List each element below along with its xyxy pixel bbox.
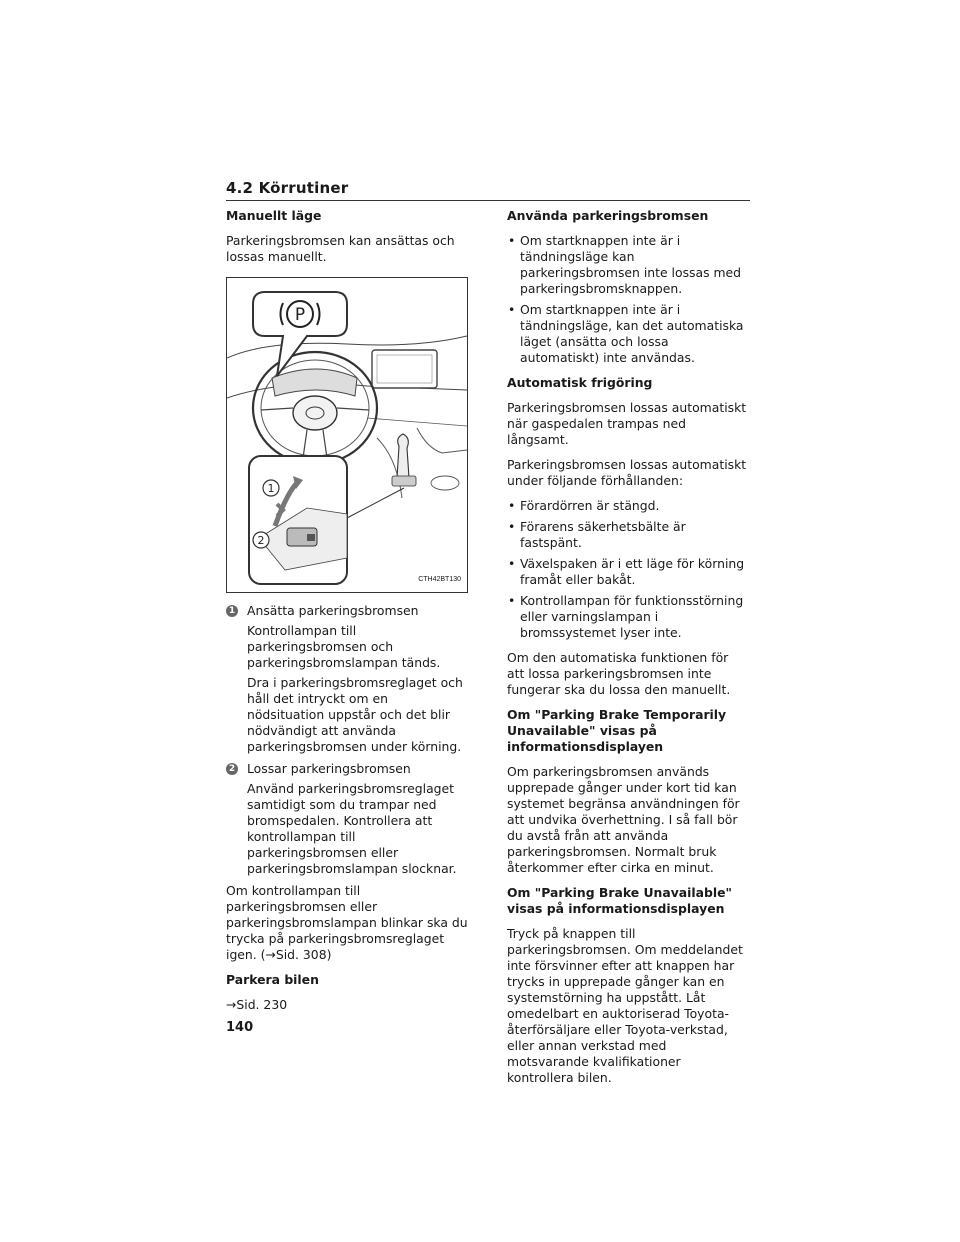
- manual-release-para: Om den automatiska funktionen för att lossa parkeringsbromsen inte fungerar ska du lossa den manuellt.: [507, 650, 731, 697]
- park-reference-link[interactable]: →Sid. 230: [226, 997, 288, 1012]
- step-1-text-a: Kontrollampan till parkeringsbromsen och parkeringsbromslampan tänds.: [247, 623, 441, 670]
- use-brake-list: [507, 233, 749, 366]
- right-column: [507, 208, 749, 1095]
- heading-manual-mode: Manuellt läge: [226, 208, 322, 223]
- list-item: • Växelspaken är i ett läge för körning framåt eller bakåt.: [507, 556, 749, 588]
- list-item: • Förarens säkerhetsbälte är fastspänt.: [507, 519, 749, 551]
- step-2-title: Lossar parkeringsbromsen: [247, 761, 411, 776]
- figure-code: CTH42BT130: [418, 576, 461, 583]
- heading-unavailable: Om "Parking Brake Unavailable" visas på informationsdisplayen: [507, 885, 732, 916]
- page-number: 140: [226, 1020, 254, 1035]
- auto-release-para-2: Parkeringsbromsen lossas automatiskt under följande förhållanden:: [507, 457, 747, 488]
- auto-release-para-1: Parkeringsbromsen lossas automatiskt när gaspedalen trampas ned långsamt.: [507, 400, 747, 447]
- temporarily-unavailable-para: Om parkeringsbromsen används upprepade gånger under kort tid kan systemet begränsa användningen för att undvika överhettning. I så fall bör du avstå från att använda parkeringsbromsen. Normalt bruk återkommer efter cirka en minut.: [507, 764, 740, 875]
- heading-use-brake: Använda parkeringsbromsen: [507, 208, 709, 223]
- left-column: [226, 208, 468, 1022]
- callout-1: 1: [267, 482, 275, 495]
- unavailable-para: Tryck på knappen till parkeringsbromsen. Om meddelandet inte försvinner efter att knappen har trycks in upprepade gånger kan en systemstörning ha uppstått. Låt omedelbart en auktoriserad Toyota-återförsäljare eller Toyota-verkstad, eller annan verkstad med motsvarande kvalifikationer kontrollera bilen.: [507, 926, 743, 1085]
- parking-brake-illustration: [226, 277, 468, 593]
- list-item: • Förardörren är stängd.: [507, 498, 749, 514]
- callout-2: 2: [257, 534, 265, 547]
- dashboard-drawing: [227, 278, 467, 592]
- section-title: 4.2 Körrutiner: [226, 179, 349, 197]
- intro-paragraph: Parkeringsbromsen kan ansättas och lossas manuellt.: [226, 233, 455, 264]
- list-item: • Om startknappen inte är i tändningsläge kan parkeringsbromsen inte lossas med parkeringsbromsknappen.: [507, 233, 749, 297]
- parking-symbol: P: [294, 305, 306, 325]
- step-2-number: 2: [226, 763, 238, 775]
- heading-auto-release: Automatisk frigöring: [507, 375, 653, 390]
- list-item: • Om startknappen inte är i tändningsläge, kan det automatiska läget (ansätta och lossa automatiskt) inte användas.: [507, 302, 749, 366]
- section-header: [226, 178, 750, 201]
- step-1-title: Ansätta parkeringsbromsen: [247, 603, 419, 618]
- step-2: [226, 761, 468, 877]
- heading-temporarily-unavailable: Om "Parking Brake Temporarily Unavailable" visas på informationsdisplayen: [507, 707, 727, 754]
- step-1-text-b: Dra i parkeringsbromsreglaget och håll det intryckt om en nödsituation uppstår och det blir nödvändigt att använda parkeringsbromsen under körning.: [247, 675, 463, 754]
- step-1: [226, 603, 468, 755]
- blink-note: Om kontrollampan till parkeringsbromsen eller parkeringsbromslampan blinkar ska du trycka på parkeringsbromsreglaget igen. (→Sid. 308): [226, 883, 468, 962]
- step-2-text: Använd parkeringsbromsreglaget samtidigt som du trampar ned bromspedalen. Kontrollera att kontrollampan till parkeringsbromsen eller parkeringsbromslampan slocknar.: [247, 781, 457, 876]
- conditions-list: [507, 498, 749, 641]
- step-1-number: 1: [226, 605, 238, 617]
- heading-park-car: Parkera bilen: [226, 972, 319, 987]
- list-item: • Kontrollampan för funktionsstörning eller varningslampan i bromssystemet lyser inte.: [507, 593, 749, 641]
